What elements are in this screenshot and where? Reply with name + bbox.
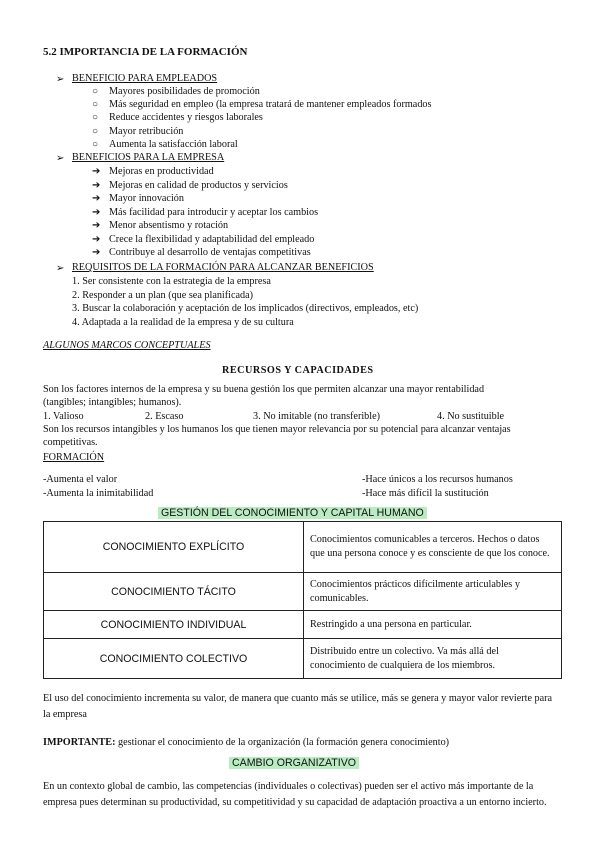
recursos-text-line: Son los recursos intangibles y los humanos los que tienen mayor relevancia por su potencial para alcanzar ventajas xyxy=(43,424,511,435)
knowledge-type: CONOCIMIENTO TÁCITO xyxy=(44,573,304,611)
knowledge-desc: Restringido a una persona en particular. xyxy=(304,611,562,639)
list-item: Mejoras en calidad de productos y servicios xyxy=(109,180,288,191)
gestion-title xyxy=(158,507,427,519)
table-row xyxy=(44,639,562,679)
criterion: 1. Valioso xyxy=(43,411,84,422)
circle-bullet-icon: ○ xyxy=(92,99,99,110)
recursos-title: RECURSOS Y CAPACIDADES xyxy=(222,365,374,376)
knowledge-type: CONOCIMIENTO EXPLÍCITO xyxy=(44,522,304,573)
knowledge-type: CONOCIMIENTO COLECTIVO xyxy=(44,639,304,679)
recursos-text-line: competitivas. xyxy=(43,437,98,448)
arrow-bullet-icon: ➔ xyxy=(92,193,101,204)
circle-bullet-icon: ○ xyxy=(92,139,99,150)
table-row xyxy=(44,611,562,639)
arrowhead-bullet-icon: ➢ xyxy=(56,153,65,164)
arrow-bullet-icon: ➔ xyxy=(92,234,101,245)
important-note xyxy=(43,737,449,748)
cambio-paragraph: En un contexto global de cambio, las competencias (individuales o colectivas) pueden ser el activo más importante de la empresa pues determinan su productividad, su competitividad y su capacidad de adaptación proactiva a un entorno incierto. xyxy=(43,781,547,808)
formacion-heading: FORMACIÓN xyxy=(43,452,105,463)
important-label: IMPORTANTE: xyxy=(43,737,116,748)
recursos-text-line: Son los factores internos de la empresa y su buena gestión los que permiten alcanzar una mayor rentabilidad xyxy=(43,384,485,395)
knowledge-table xyxy=(43,521,562,679)
gestion-paragraph: El uso del conocimiento incrementa su valor, de manera que cuanto más se utilice, más se genera y mayor valor revierte para la empresa xyxy=(43,693,553,720)
formacion-item: -Hace más difícil la sustitución xyxy=(362,488,489,499)
knowledge-type: CONOCIMIENTO INDIVIDUAL xyxy=(44,611,304,639)
beneficios-empresa-heading: BENEFICIOS PARA LA EMPRESA xyxy=(72,152,225,163)
list-item: Aumenta la satisfacción laboral xyxy=(109,139,238,150)
criterion: 3. No imitable (no transferible) xyxy=(253,411,381,422)
arrow-bullet-icon: ➔ xyxy=(92,180,101,191)
cambio-title-text: CAMBIO ORGANIZATIVO xyxy=(229,757,359,769)
list-item: 4. Adaptada a la realidad de la empresa y de su cultura xyxy=(72,317,294,328)
beneficio-empleados-heading: BENEFICIO PARA EMPLEADOS xyxy=(72,73,218,84)
list-item: Menor absentismo y rotación xyxy=(109,220,229,231)
list-item: Mayor innovación xyxy=(109,193,184,204)
list-item: Mayor retribución xyxy=(109,126,184,137)
requisitos-heading: REQUISITOS DE LA FORMACIÓN PARA ALCANZAR BENEFICIOS xyxy=(72,262,374,273)
arrow-bullet-icon: ➔ xyxy=(92,247,101,258)
section-title: 5.2 IMPORTANCIA DE LA FORMACIÓN xyxy=(43,46,248,58)
list-item: 3. Buscar la colaboración y aceptación de los implicados (directivos, empleados, etc) xyxy=(72,303,419,314)
list-item: Mayores posibilidades de promoción xyxy=(109,86,260,97)
list-item: 1. Ser consistente con la estrategia de la empresa xyxy=(72,276,271,287)
cambio-title xyxy=(229,757,359,769)
list-item: Mejoras en productividad xyxy=(109,166,214,177)
formacion-item: -Hace únicos a los recursos humanos xyxy=(362,474,513,485)
circle-bullet-icon: ○ xyxy=(92,112,99,123)
important-text: gestionar el conocimiento de la organización (la formación genera conocimiento) xyxy=(115,737,450,748)
list-item: Crece la flexibilidad y adaptabilidad del empleado xyxy=(109,234,315,245)
criterion: 2. Escaso xyxy=(145,411,184,422)
knowledge-desc: Distribuido entre un colectivo. Va más allá del conocimiento de cualquiera de los miembros. xyxy=(304,639,562,679)
arrow-bullet-icon: ➔ xyxy=(92,207,101,218)
table-row xyxy=(44,573,562,611)
recursos-text-line: (tangibles; intangibles; humanos). xyxy=(43,397,182,408)
arrowhead-bullet-icon: ➢ xyxy=(56,263,65,274)
list-item: Más seguridad en empleo (la empresa tratará de mantener empleados formados xyxy=(109,99,432,110)
formacion-item: -Aumenta el valor xyxy=(43,474,118,485)
arrow-bullet-icon: ➔ xyxy=(92,166,101,177)
list-item: Reduce accidentes y riesgos laborales xyxy=(109,112,263,123)
circle-bullet-icon: ○ xyxy=(92,126,99,137)
circle-bullet-icon: ○ xyxy=(92,86,99,97)
arrowhead-bullet-icon: ➢ xyxy=(56,74,65,85)
list-item: Más facilidad para introducir y aceptar los cambios xyxy=(109,207,319,218)
criterion: 4. No sustituible xyxy=(437,411,505,422)
formacion-item: -Aumenta la inimitabilidad xyxy=(43,488,154,499)
knowledge-desc: Conocimientos prácticos difícilmente articulables y comunicables. xyxy=(304,573,562,611)
table-row xyxy=(44,522,562,573)
list-item: Contribuye al desarrollo de ventajas competitivas xyxy=(109,247,311,258)
list-item: 2. Responder a un plan (que sea planificada) xyxy=(72,290,254,301)
marcos-heading: ALGUNOS MARCOS CONCEPTUALES xyxy=(43,340,211,351)
knowledge-desc: Conocimientos comunicables a terceros. Hechos o datos que una persona conoce y es consciente de que los conoce. xyxy=(304,522,562,573)
arrow-bullet-icon: ➔ xyxy=(92,220,101,231)
gestion-title-text: GESTIÓN DEL CONOCIMIENTO Y CAPITAL HUMANO xyxy=(158,507,427,519)
